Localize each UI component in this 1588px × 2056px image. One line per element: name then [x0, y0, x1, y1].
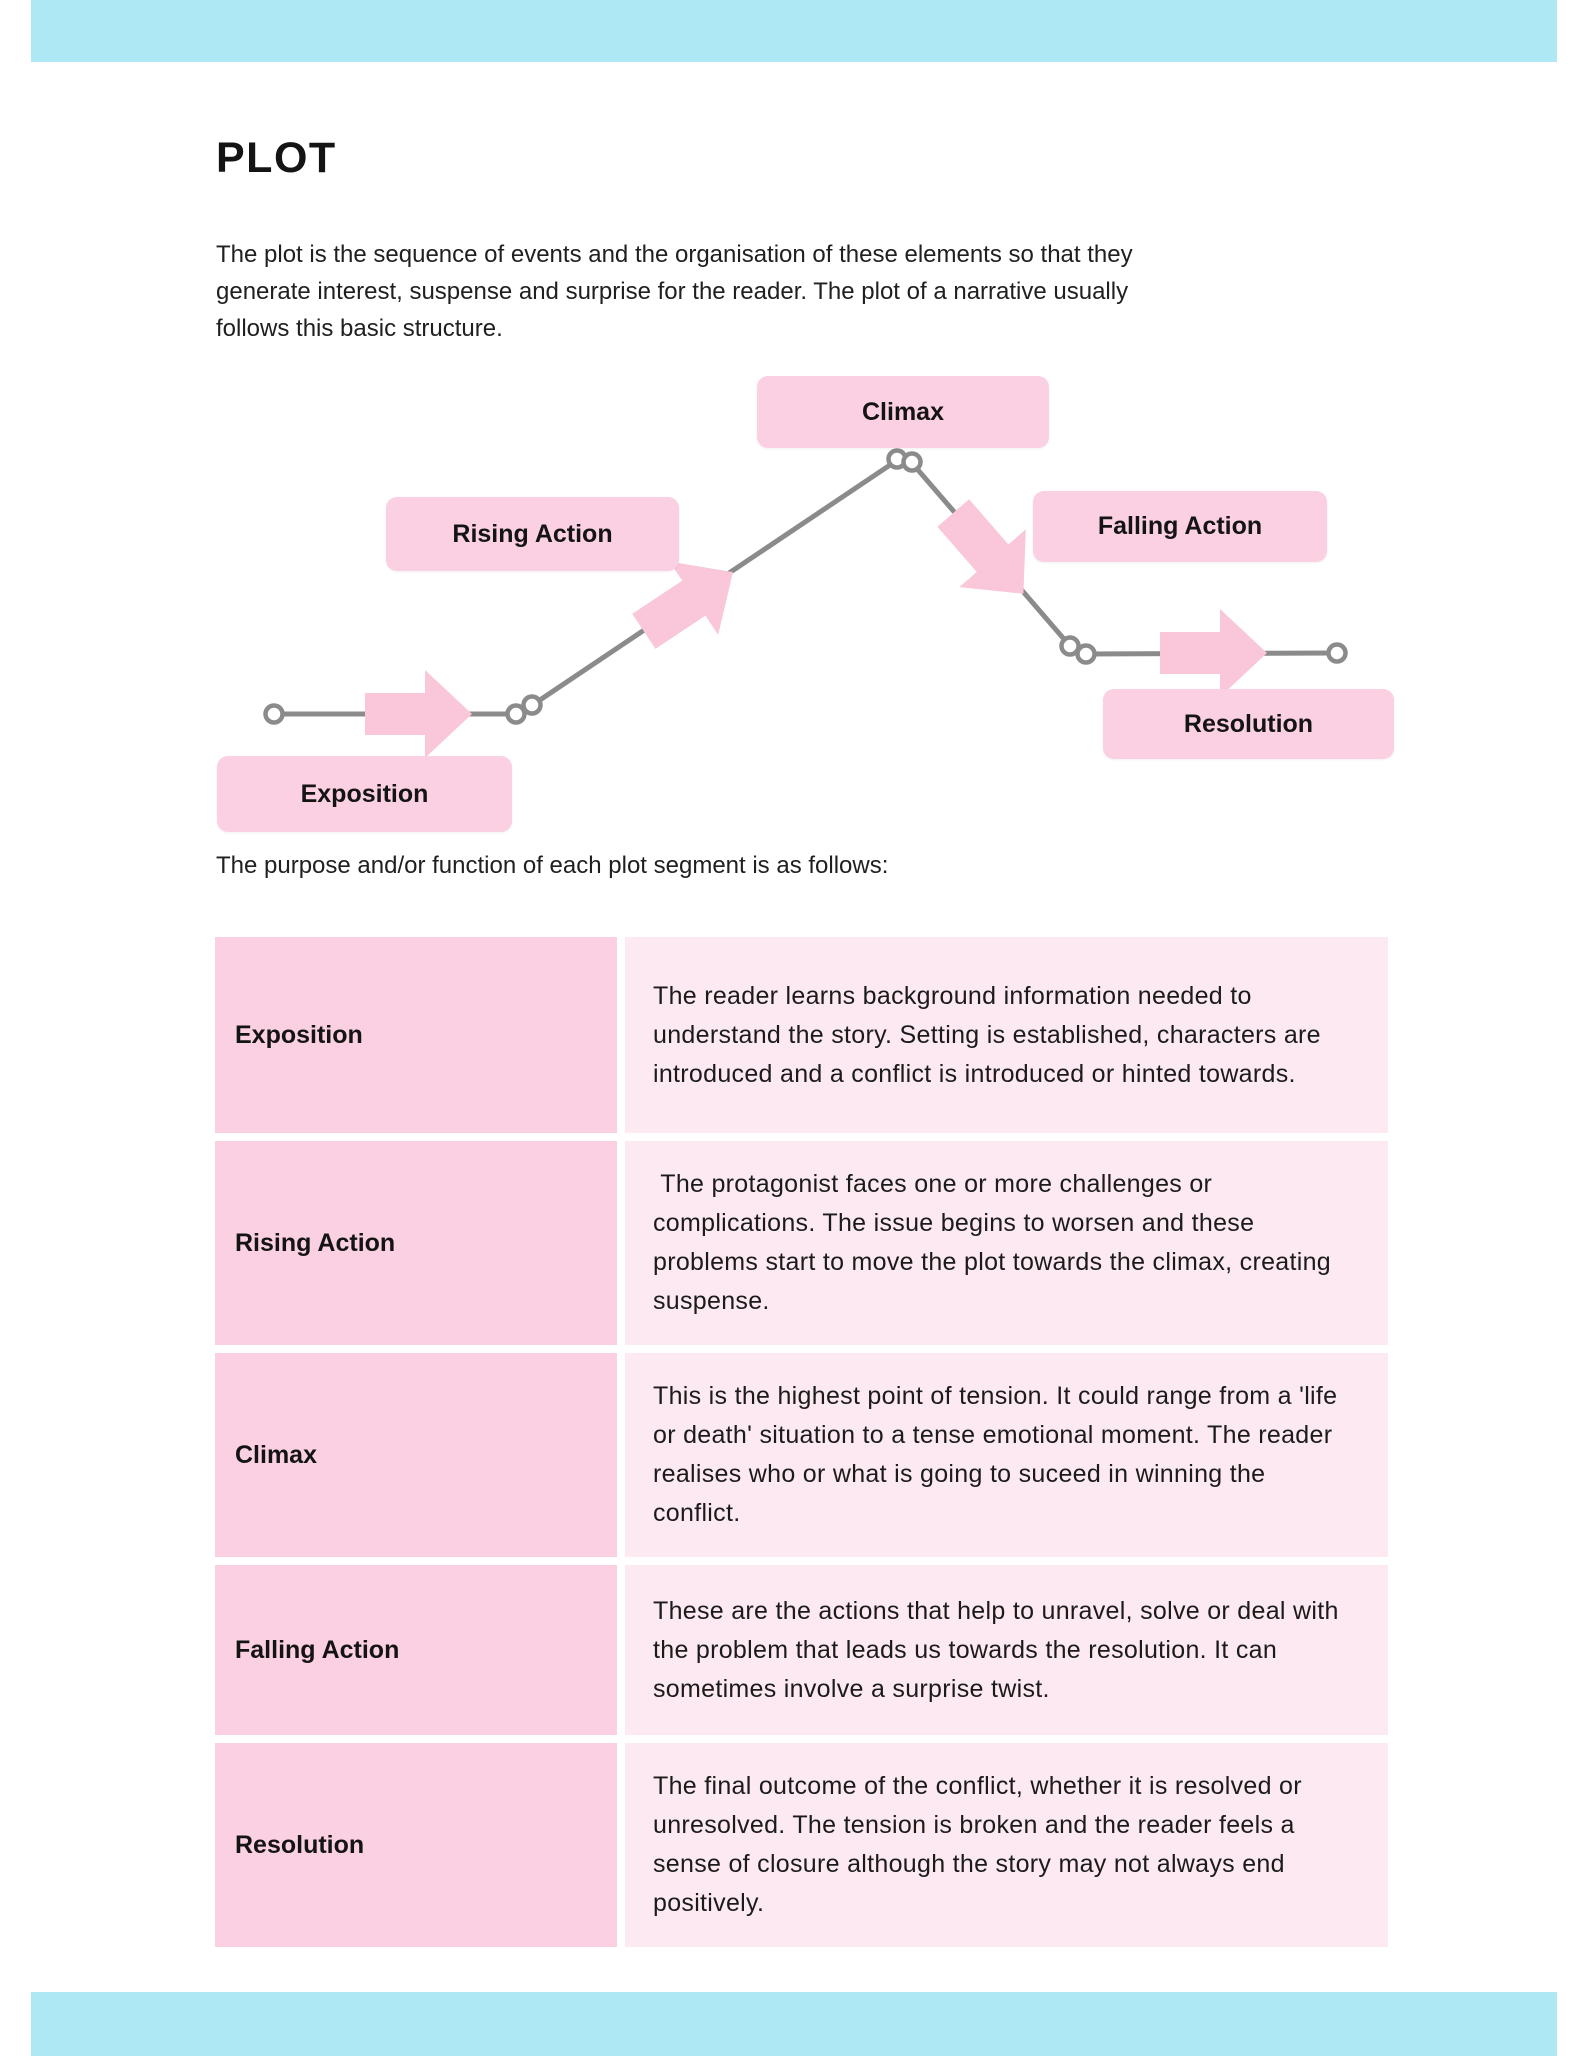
diagram-label-exposition: Exposition	[217, 756, 512, 832]
top-accent-bar	[31, 0, 1557, 62]
term-cell: Exposition	[215, 937, 617, 1133]
table-row-climax	[215, 1353, 1388, 1557]
node-dot	[1078, 646, 1095, 663]
term-cell: Falling Action	[215, 1565, 617, 1735]
definition-cell: These are the actions that help to unravel, solve or deal with the problem that leads us towards the resolution. It can sometimes involve a surprise twist.	[625, 1565, 1388, 1735]
definition-cell: The protagonist faces one or more challenges or complications. The issue begins to worsen and these problems start to move the plot towards the climax, creating suspense.	[625, 1141, 1388, 1345]
intro-line-1: The plot is the sequence of events and the organisation of these elements so that they	[216, 241, 1133, 268]
diagram-label-resolution: Resolution	[1103, 689, 1394, 759]
node-dot	[524, 697, 541, 714]
intro-paragraph	[216, 236, 1133, 347]
bottom-accent-bar	[31, 1992, 1557, 2056]
right-arrow-icon	[365, 670, 472, 758]
plot-structure-diagram	[0, 350, 1588, 870]
node-dot-end	[1329, 645, 1346, 662]
table-row-resolution	[215, 1743, 1388, 1947]
definition-cell: The reader learns background information needed to understand the story. Setting is established, characters are introduced and a conflict is introduced or hinted towards.	[625, 937, 1388, 1133]
table-row-falling-action	[215, 1565, 1388, 1735]
definition-cell: The final outcome of the conflict, whether it is resolved or unresolved. The tension is broken and the reader feels a sense of closure although the story may not always end positively.	[625, 1743, 1388, 1947]
intro-line-2: generate interest, suspense and surprise for the reader. The plot of a narrative usually	[216, 278, 1129, 305]
definition-cell: This is the highest point of tension. It could range from a 'life or death' situation to a tense emotional moment. The reader realises who or what is going to suceed in winning the conflict.	[625, 1353, 1388, 1557]
term-cell: Climax	[215, 1353, 617, 1557]
term-cell: Rising Action	[215, 1141, 617, 1345]
table-row-rising-action	[215, 1141, 1388, 1345]
purpose-sentence: The purpose and/or function of each plot segment is as follows:	[216, 852, 889, 879]
term-cell: Resolution	[215, 1743, 617, 1947]
table-row-exposition	[215, 937, 1388, 1133]
plot-segments-table	[215, 937, 1388, 1947]
node-dot-start	[266, 706, 283, 723]
right-arrow-icon	[1160, 609, 1267, 697]
page-title: PLOT	[216, 134, 337, 182]
node-dot-peak	[904, 454, 921, 471]
diagram-label-falling-action: Falling Action	[1033, 491, 1327, 562]
diagram-label-climax: Climax	[757, 376, 1049, 448]
intro-line-3: follows this basic structure.	[216, 315, 503, 342]
diagram-label-rising-action: Rising Action	[386, 497, 679, 571]
